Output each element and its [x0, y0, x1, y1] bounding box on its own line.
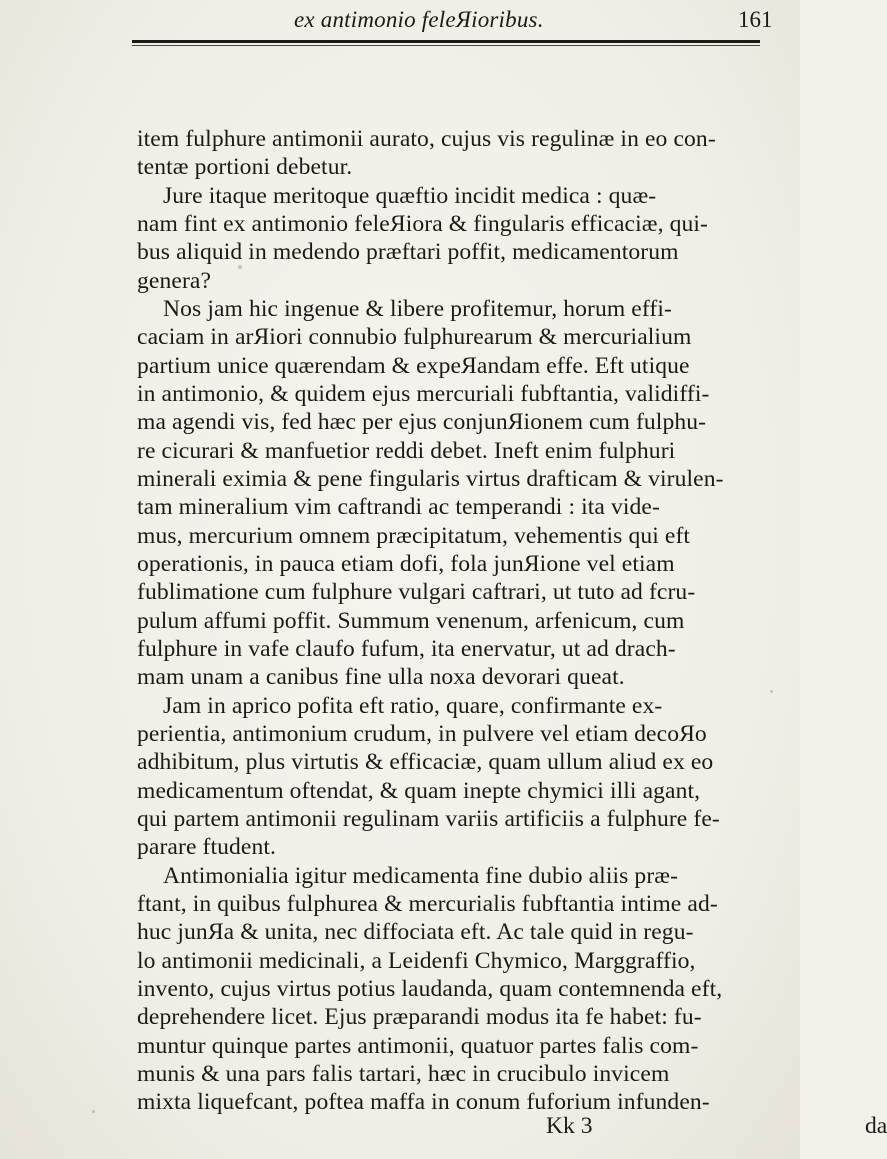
header-rule	[132, 40, 760, 43]
text-line: tentæ portioni debetur.	[137, 154, 353, 180]
text-line: pulum affumi poffit. Summum venenum, arfenicum, cum	[137, 608, 685, 634]
text-line: medicamentum oftendat, & quam inepte chymici illi agant,	[137, 778, 701, 804]
text-line: tam mineralium vim caftrandi ac temperandi : ita vide-	[137, 494, 660, 520]
paper-speck	[770, 690, 773, 693]
text-line: perientia, antimonium crudum, in pulvere vel etiam decoЯo	[137, 721, 707, 747]
paper-speck	[238, 265, 242, 269]
signature-mark: Kk 3	[546, 1113, 593, 1139]
text-line: ftant, in quibus fulphurea & mercurialis fubftantia intime ad-	[137, 891, 718, 917]
running-head	[0, 5, 800, 37]
header-rule-thin	[132, 45, 760, 46]
text-line: mus, mercurium omnem præcipitatum, vehementis qui eft	[137, 523, 691, 549]
text-line: genera?	[137, 268, 212, 294]
text-line: nam fint ex antimonio feleЯiora & fingularis efficaciæ, qui-	[137, 211, 708, 237]
text-line: Nos jam hic ingenue & libere profitemur, horum effi-	[163, 296, 672, 322]
text-line: Antimonialia igitur medicamenta fine dubio aliis præ-	[163, 863, 679, 889]
page-number: 161	[738, 7, 773, 32]
text-line: munis & una pars falis tartari, hæc in crucibulo invicem	[137, 1061, 670, 1087]
text-line: fublimatione cum fulphure vulgari caftrari, ut tuto ad fcru-	[137, 579, 696, 605]
text-line: caciam in arЯiori connubio fulphurearum & mercurialium	[137, 324, 692, 350]
text-line: parare ftudent.	[137, 834, 277, 860]
text-line: adhibitum, plus virtutis & efficaciæ, quam ullum aliud ex eo	[137, 749, 714, 775]
text-line: muntur quinque partes antimonii, quatuor partes falis com-	[137, 1033, 699, 1059]
text-line: minerali eximia & pene fingularis virtus drafticam & virulen-	[137, 466, 724, 492]
text-line: bus aliquid in medendo præftari poffit, medicamentorum	[137, 239, 679, 265]
text-line: fulphure in vafe claufo fufum, ita enervatur, ut ad drach-	[137, 636, 676, 662]
text-line: mam unam a canibus fine ulla noxa devorari queat.	[137, 664, 625, 690]
text-line: deprehendere licet. Ejus præparandi modus ita fe habet: fu-	[137, 1004, 702, 1030]
catchword: da	[865, 1113, 887, 1139]
paper-speck	[92, 1110, 95, 1113]
text-line: re cicurari & manfuetior reddi debet. Ineft enim fulphuri	[137, 438, 676, 464]
running-title: ex antimonio feleЯioribus.	[294, 7, 544, 32]
text-line: in antimonio, & quidem ejus mercuriali fubftantia, validiffi-	[137, 381, 710, 407]
text-line: Jure itaque meritoque quæftio incidit medica : quæ-	[163, 183, 657, 209]
text-line: Jam in aprico pofita eft ratio, quare, confirmante ex-	[163, 693, 663, 719]
text-line: mixta liquefcant, poftea maffa in conum fuforium infunden-	[137, 1089, 710, 1115]
text-line: operationis, in pauca etiam dofi, fola junЯione vel etiam	[137, 551, 675, 577]
text-line: ma agendi vis, fed hæc per ejus conjunЯionem cum fulphu-	[137, 409, 707, 435]
text-line: lo antimonii medicinali, a Leidenfi Chymico, Marggraffio,	[137, 948, 696, 974]
text-line: qui partem antimonii regulinam variis artificiis a fulphure fe-	[137, 806, 720, 832]
text-line: partium unice quærendam & expeЯandam effe. Eft utique	[137, 353, 690, 379]
text-line: huc junЯa & unita, nec diffociata eft. Ac tale quid in regu-	[137, 919, 694, 945]
text-line: item fulphure antimonii aurato, cujus vis regulinæ in eo con-	[137, 126, 716, 152]
text-line: invento, cujus virtus potius laudanda, quam contemnenda eft,	[137, 976, 723, 1002]
